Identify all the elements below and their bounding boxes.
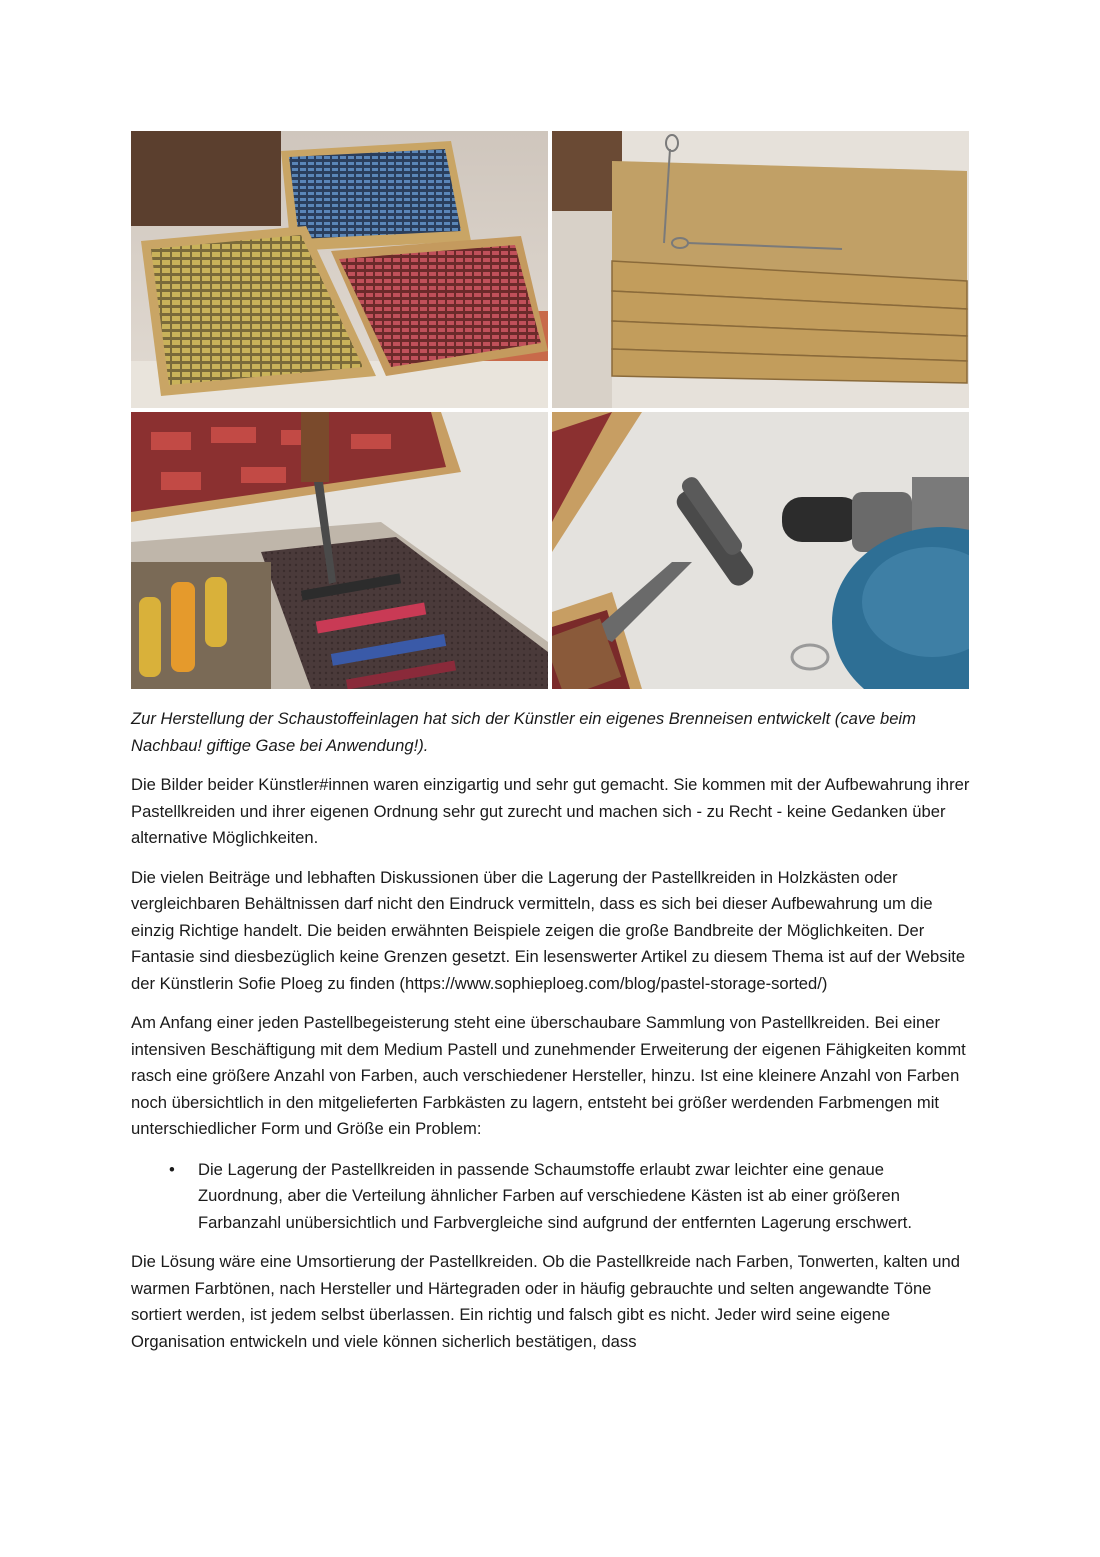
photo-stacked-wooden-boxes — [552, 131, 969, 408]
paragraph-2: Die vielen Beiträge und lebhaften Diskussionen über die Lagerung der Pastellkreiden in Holzkästen oder vergleichbaren Behältnissen darf nicht den Eindruck vermitteln, dass es sich bei dieser Aufbewahrung um die einzig Richtige handelt. Die beiden erwähnten Beispiele zeigen die große Bandbreite der Möglichkeiten. Der Fantasie sind diesbezüglich keine Grenzen gesetzt. Ein lesenswerter Artikel zu diesem Thema ist auf der Website der Künstlerin Sofie Ploeg zu finden (https://www.sophieploeg.com/blog/pastel-storage-sorted/) — [131, 867, 966, 993]
bullet-icon: • — [169, 1159, 175, 1179]
document-page — [131, 131, 971, 1355]
closing-paragraph: Die Lösung wäre eine Umsortierung der Pastellkreiden. Ob die Pastellkreide nach Farben, Tonwerten, kalten und warmen Farbtönen, nach Hersteller und Härtegraden oder in häufig gebrauchte und selten angewandte Töne sortiert werden, ist jedem selbst überlassen. Ein richtig und falsch gibt es nicht. Jeder wird seine eigene Organisation entwickeln und viele können sicherlich bestätigen, dass — [131, 1252, 960, 1351]
list-item — [169, 1157, 971, 1237]
photo-burning-iron-in-foam — [131, 412, 548, 689]
photo-grid — [131, 131, 969, 689]
photo-pastel-boxes-open — [131, 131, 548, 408]
photo-burning-iron-and-torch — [552, 412, 969, 689]
paragraph-3: Am Anfang einer jeden Pastellbegeisterung steht eine überschaubare Sammlung von Pastellkreiden. Bei einer intensiven Beschäftigung mit dem Medium Pastell und zunehmender Erweiterung der eigenen Fähigkeiten kommt rasch eine größere Anzahl von Farben, auch verschiedener Hersteller, hinzu. Ist eine kleinere Anzahl von Farben noch übersichtlich in den mitgelieferten Farbkästen zu lagern, entsteht bei größer werdenden Farbmengen mit unterschiedlicher Form und Größe ein Problem: — [131, 1013, 966, 1138]
list-item-text: Die Lagerung der Pastellkreiden in passende Schaumstoffe erlaubt zwar leichter eine genaue Zuordnung, aber die Verteilung ähnlicher Farben auf verschiedene Kästen ist ab einer größeren Farbanzahl unübersichtlich und Farbvergleiche sind aufgrund der entfernten Lagerung erschwert. — [198, 1159, 912, 1232]
paragraph-1: Die Bilder beider Künstler#innen waren einzigartig und sehr gut gemacht. Sie kommen mit der Aufbewahrung ihrer Pastellkreiden und ihrer eigenen Ordnung sehr gut zurecht und machen sich - zu Recht - keine Gedanken über alternative Möglichkeiten. — [131, 775, 970, 847]
photo-caption: Zur Herstellung der Schaustoffeinlagen hat sich der Künstler ein eigenes Brenneisen entwickelt (cave beim Nachbau! giftige Gase bei Anwendung!). — [131, 709, 916, 755]
bullet-list — [131, 1157, 971, 1237]
